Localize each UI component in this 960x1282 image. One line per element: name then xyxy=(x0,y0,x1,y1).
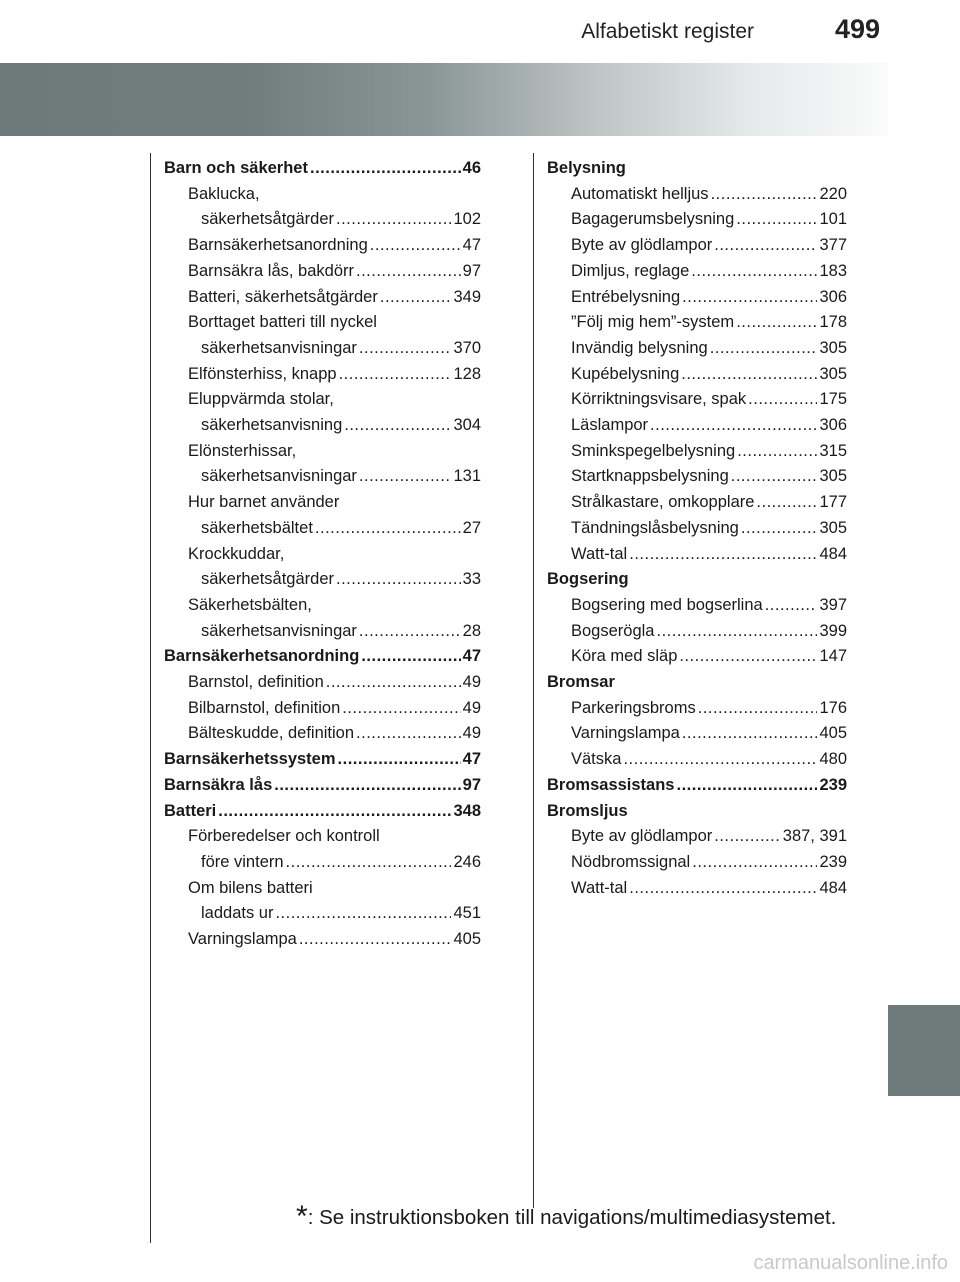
index-entry xyxy=(164,619,481,645)
page-number: 499 xyxy=(834,14,880,44)
dot-leader xyxy=(736,310,817,336)
index-entry xyxy=(547,490,847,516)
index-entry xyxy=(164,207,481,233)
index-entry-continuation: Förberedelser och kontroll xyxy=(188,827,380,846)
header-band xyxy=(0,63,888,136)
entry-label: Elfönsterhiss, knapp xyxy=(188,364,337,383)
index-entry xyxy=(547,207,847,233)
dot-leader xyxy=(275,901,451,927)
header-title: Alfabetiskt register xyxy=(581,20,754,43)
entry-page: 305 xyxy=(819,364,847,383)
index-entry xyxy=(547,259,847,285)
entry-page: 484 xyxy=(819,878,847,897)
index-entry xyxy=(164,850,481,876)
dot-leader xyxy=(344,413,451,439)
dot-leader xyxy=(736,207,817,233)
entry-page: 47 xyxy=(462,647,481,666)
dot-leader xyxy=(336,567,461,593)
index-entry xyxy=(547,542,847,568)
dot-leader xyxy=(741,516,818,542)
entry-label: Varningslampa xyxy=(571,724,680,743)
index-entry xyxy=(547,593,847,619)
entry-label: Vätska xyxy=(571,750,622,769)
entry-page: 239 xyxy=(819,775,847,794)
entry-label: Barnsäkra lås xyxy=(164,775,273,794)
left-column-rule xyxy=(150,153,151,1243)
entry-label: Watt-tal xyxy=(571,878,628,897)
entry-label: Bagagerumsbelysning xyxy=(571,210,735,229)
entry-label: Köra med släp xyxy=(571,647,678,666)
entry-page: 451 xyxy=(453,904,481,923)
index-entry-continuation: Eluppvärmda stolar, xyxy=(188,390,334,409)
index-entry-continuation: Krockkuddar, xyxy=(188,544,285,563)
entry-page: 305 xyxy=(819,467,847,486)
entry-page: 405 xyxy=(819,724,847,743)
entry-label: Läslampor xyxy=(571,416,649,435)
entry-page: 405 xyxy=(453,930,481,949)
watermark: carmanualsonline.info xyxy=(753,1252,948,1274)
entry-page: 97 xyxy=(462,261,481,280)
index-column-left xyxy=(164,156,481,953)
entry-label: Barnstol, definition xyxy=(188,673,324,692)
index-entry xyxy=(547,439,847,465)
dot-leader xyxy=(731,464,818,490)
dot-leader xyxy=(714,233,817,259)
index-entry xyxy=(547,233,847,259)
entry-label: Varningslampa xyxy=(188,930,297,949)
entry-page: 315 xyxy=(819,441,847,460)
index-entry xyxy=(164,259,481,285)
entry-page: 239 xyxy=(819,852,847,871)
dot-leader xyxy=(691,259,817,285)
entry-page: 349 xyxy=(453,287,481,306)
dot-leader xyxy=(676,773,817,799)
index-entry xyxy=(164,927,481,953)
dot-leader xyxy=(274,773,460,799)
dot-leader xyxy=(756,490,817,516)
dot-leader xyxy=(765,593,818,619)
entry-page: 178 xyxy=(819,313,847,332)
dot-leader xyxy=(342,696,460,722)
entry-label: säkerhetsanvisningar xyxy=(201,467,357,486)
index-entry xyxy=(164,336,481,362)
dot-leader xyxy=(692,850,817,876)
entry-label: Strålkastare, omkopplare xyxy=(571,493,755,512)
index-entry xyxy=(164,233,481,259)
entry-page: 484 xyxy=(819,544,847,563)
dot-leader xyxy=(286,850,452,876)
entry-label: Kupébelysning xyxy=(571,364,680,383)
entry-page: 183 xyxy=(819,261,847,280)
dot-leader xyxy=(682,285,817,311)
index-entry xyxy=(164,567,481,593)
entry-label: säkerhetsåtgärder xyxy=(201,570,334,589)
dot-leader xyxy=(380,285,452,311)
dot-leader xyxy=(698,696,818,722)
entry-label: säkerhetsanvisning xyxy=(201,416,343,435)
index-heading xyxy=(164,799,481,825)
entry-label: Byte av glödlampor xyxy=(571,827,713,846)
index-entry xyxy=(164,413,481,439)
index-heading: Bogsering xyxy=(547,570,629,589)
index-entry xyxy=(164,670,481,696)
dot-leader xyxy=(338,747,461,773)
entry-label: säkerhetsanvisningar xyxy=(201,621,357,640)
entry-page: 306 xyxy=(819,416,847,435)
entry-page: 97 xyxy=(462,775,481,794)
dot-leader xyxy=(326,670,461,696)
dot-leader xyxy=(737,439,817,465)
entry-label: Sminkspegelbelysning xyxy=(571,441,736,460)
index-entry xyxy=(547,824,847,850)
dot-leader xyxy=(711,182,818,208)
entry-page: 47 xyxy=(462,236,481,255)
entry-page: 399 xyxy=(819,621,847,640)
index-entry xyxy=(547,721,847,747)
dot-leader xyxy=(370,233,461,259)
entry-page: 49 xyxy=(462,673,481,692)
index-heading: Bromsar xyxy=(547,673,615,692)
index-entry xyxy=(164,362,481,388)
entry-page: 33 xyxy=(462,570,481,589)
entry-label: Batteri xyxy=(164,801,217,820)
entry-page: 220 xyxy=(819,184,847,203)
index-entry xyxy=(164,516,481,542)
entry-label: Bogsering med bogserlina xyxy=(571,595,763,614)
column-divider xyxy=(533,153,534,1208)
entry-page: 131 xyxy=(453,467,481,486)
dot-leader xyxy=(315,516,461,542)
index-entry-continuation: Baklucka, xyxy=(188,184,260,203)
index-entry xyxy=(547,516,847,542)
index-entry xyxy=(547,182,847,208)
entry-page: 128 xyxy=(453,364,481,383)
entry-label: Bälteskudde, definition xyxy=(188,724,355,743)
index-column-right xyxy=(547,156,847,901)
entry-label: säkerhetsåtgärder xyxy=(201,210,334,229)
entry-page: 177 xyxy=(819,493,847,512)
dot-leader xyxy=(629,876,817,902)
entry-page: 101 xyxy=(819,210,847,229)
dot-leader xyxy=(310,156,461,182)
index-entry xyxy=(164,464,481,490)
entry-label: Nödbromssignal xyxy=(571,852,691,871)
entry-label: Tändningslåsbelysning xyxy=(571,518,739,537)
entry-page: 304 xyxy=(453,416,481,435)
index-entry xyxy=(547,747,847,773)
entry-page: 147 xyxy=(819,647,847,666)
entry-label: Startknappsbelysning xyxy=(571,467,729,486)
entry-label: Batteri, säkerhetsåtgärder xyxy=(188,287,378,306)
index-entry xyxy=(547,850,847,876)
index-entry-continuation: Om bilens batteri xyxy=(188,878,313,897)
entry-label: ”Följ mig hem”-system xyxy=(571,313,735,332)
dot-leader xyxy=(299,927,452,953)
dot-leader xyxy=(679,644,817,670)
dot-leader xyxy=(682,721,818,747)
entry-label: Entrébelysning xyxy=(571,287,681,306)
entry-page: 246 xyxy=(453,852,481,871)
dot-leader xyxy=(629,542,817,568)
entry-page: 370 xyxy=(453,338,481,357)
entry-label: Byte av glödlampor xyxy=(571,236,713,255)
index-entry xyxy=(547,464,847,490)
dot-leader xyxy=(359,619,461,645)
entry-page: 27 xyxy=(462,518,481,537)
entry-label: Bogserögla xyxy=(571,621,655,640)
entry-page: 49 xyxy=(462,698,481,717)
dot-leader xyxy=(339,362,452,388)
entry-label: Körriktningsvisare, spak xyxy=(571,390,747,409)
index-heading: Bromsljus xyxy=(547,801,628,820)
dot-leader xyxy=(714,824,781,850)
index-heading xyxy=(164,644,481,670)
entry-page: 377 xyxy=(819,236,847,255)
dot-leader xyxy=(359,464,452,490)
index-entry xyxy=(164,696,481,722)
entry-label: säkerhetsbältet xyxy=(201,518,313,537)
dot-leader xyxy=(748,387,817,413)
index-entry xyxy=(547,336,847,362)
entry-label: Invändig belysning xyxy=(571,338,708,357)
dot-leader xyxy=(681,362,817,388)
entry-page: 305 xyxy=(819,518,847,537)
dot-leader xyxy=(710,336,818,362)
entry-label: Bromsassistans xyxy=(547,775,675,794)
dot-leader xyxy=(356,721,461,747)
index-entry xyxy=(547,387,847,413)
entry-page: 49 xyxy=(462,724,481,743)
entry-label: Barn och säkerhet xyxy=(164,159,308,177)
index-entry xyxy=(547,310,847,336)
entry-page: 47 xyxy=(462,750,481,769)
index-entry-continuation: Säkerhetsbälten, xyxy=(188,595,312,614)
entry-page: 397 xyxy=(819,595,847,614)
entry-page: 305 xyxy=(819,338,847,357)
index-heading: Belysning xyxy=(547,159,626,177)
entry-label: Barnsäkerhetssystem xyxy=(164,750,336,769)
entry-page: 46 xyxy=(462,159,481,177)
index-heading xyxy=(164,747,481,773)
index-entry xyxy=(547,876,847,902)
entry-label: Barnsäkerhetsanordning xyxy=(164,647,360,666)
index-entry xyxy=(547,644,847,670)
index-entry xyxy=(547,413,847,439)
index-entry xyxy=(547,696,847,722)
dot-leader xyxy=(218,799,451,825)
entry-page: 348 xyxy=(453,801,481,820)
dot-leader xyxy=(656,619,817,645)
entry-label: säkerhetsanvisningar xyxy=(201,338,357,357)
dot-leader xyxy=(361,644,460,670)
entry-label: Barnsäkerhetsanordning xyxy=(188,236,368,255)
entry-label: Barnsäkra lås, bakdörr xyxy=(188,261,354,280)
index-heading xyxy=(547,773,847,799)
footnote xyxy=(296,1200,836,1234)
footnote-text: : Se instruktionsboken till navigations/multimediasystemet. xyxy=(307,1206,837,1229)
entry-label: Parkeringsbroms xyxy=(571,698,696,717)
entry-label: Automatiskt helljus xyxy=(571,184,709,203)
dot-leader xyxy=(359,336,452,362)
chapter-side-tab xyxy=(888,1005,960,1096)
index-entry-continuation: Elönsterhissar, xyxy=(188,441,297,460)
dot-leader xyxy=(356,259,461,285)
entry-label: före vintern xyxy=(201,852,284,871)
dot-leader xyxy=(623,747,817,773)
entry-label: Bilbarnstol, definition xyxy=(188,698,341,717)
index-entry-continuation: Borttaget batteri till nyckel xyxy=(188,313,377,332)
dot-leader xyxy=(650,413,817,439)
index-entry xyxy=(164,721,481,747)
entry-page: 176 xyxy=(819,698,847,717)
index-entry xyxy=(164,285,481,311)
index-entry xyxy=(547,285,847,311)
entry-page: 306 xyxy=(819,287,847,306)
entry-label: laddats ur xyxy=(201,904,274,923)
entry-page: 102 xyxy=(453,210,481,229)
index-entry xyxy=(164,901,481,927)
entry-label: Watt-tal xyxy=(571,544,628,563)
index-heading xyxy=(164,156,481,182)
index-entry-continuation: Hur barnet använder xyxy=(188,493,340,512)
index-entry xyxy=(547,362,847,388)
index-entry xyxy=(547,619,847,645)
entry-label: Dimljus, reglage xyxy=(571,261,690,280)
footnote-marker: * xyxy=(296,1200,308,1233)
entry-page: 480 xyxy=(819,750,847,769)
entry-page: 28 xyxy=(462,621,481,640)
entry-page: 387, 391 xyxy=(782,827,847,846)
index-heading xyxy=(164,773,481,799)
entry-page: 175 xyxy=(819,390,847,409)
dot-leader xyxy=(336,207,451,233)
